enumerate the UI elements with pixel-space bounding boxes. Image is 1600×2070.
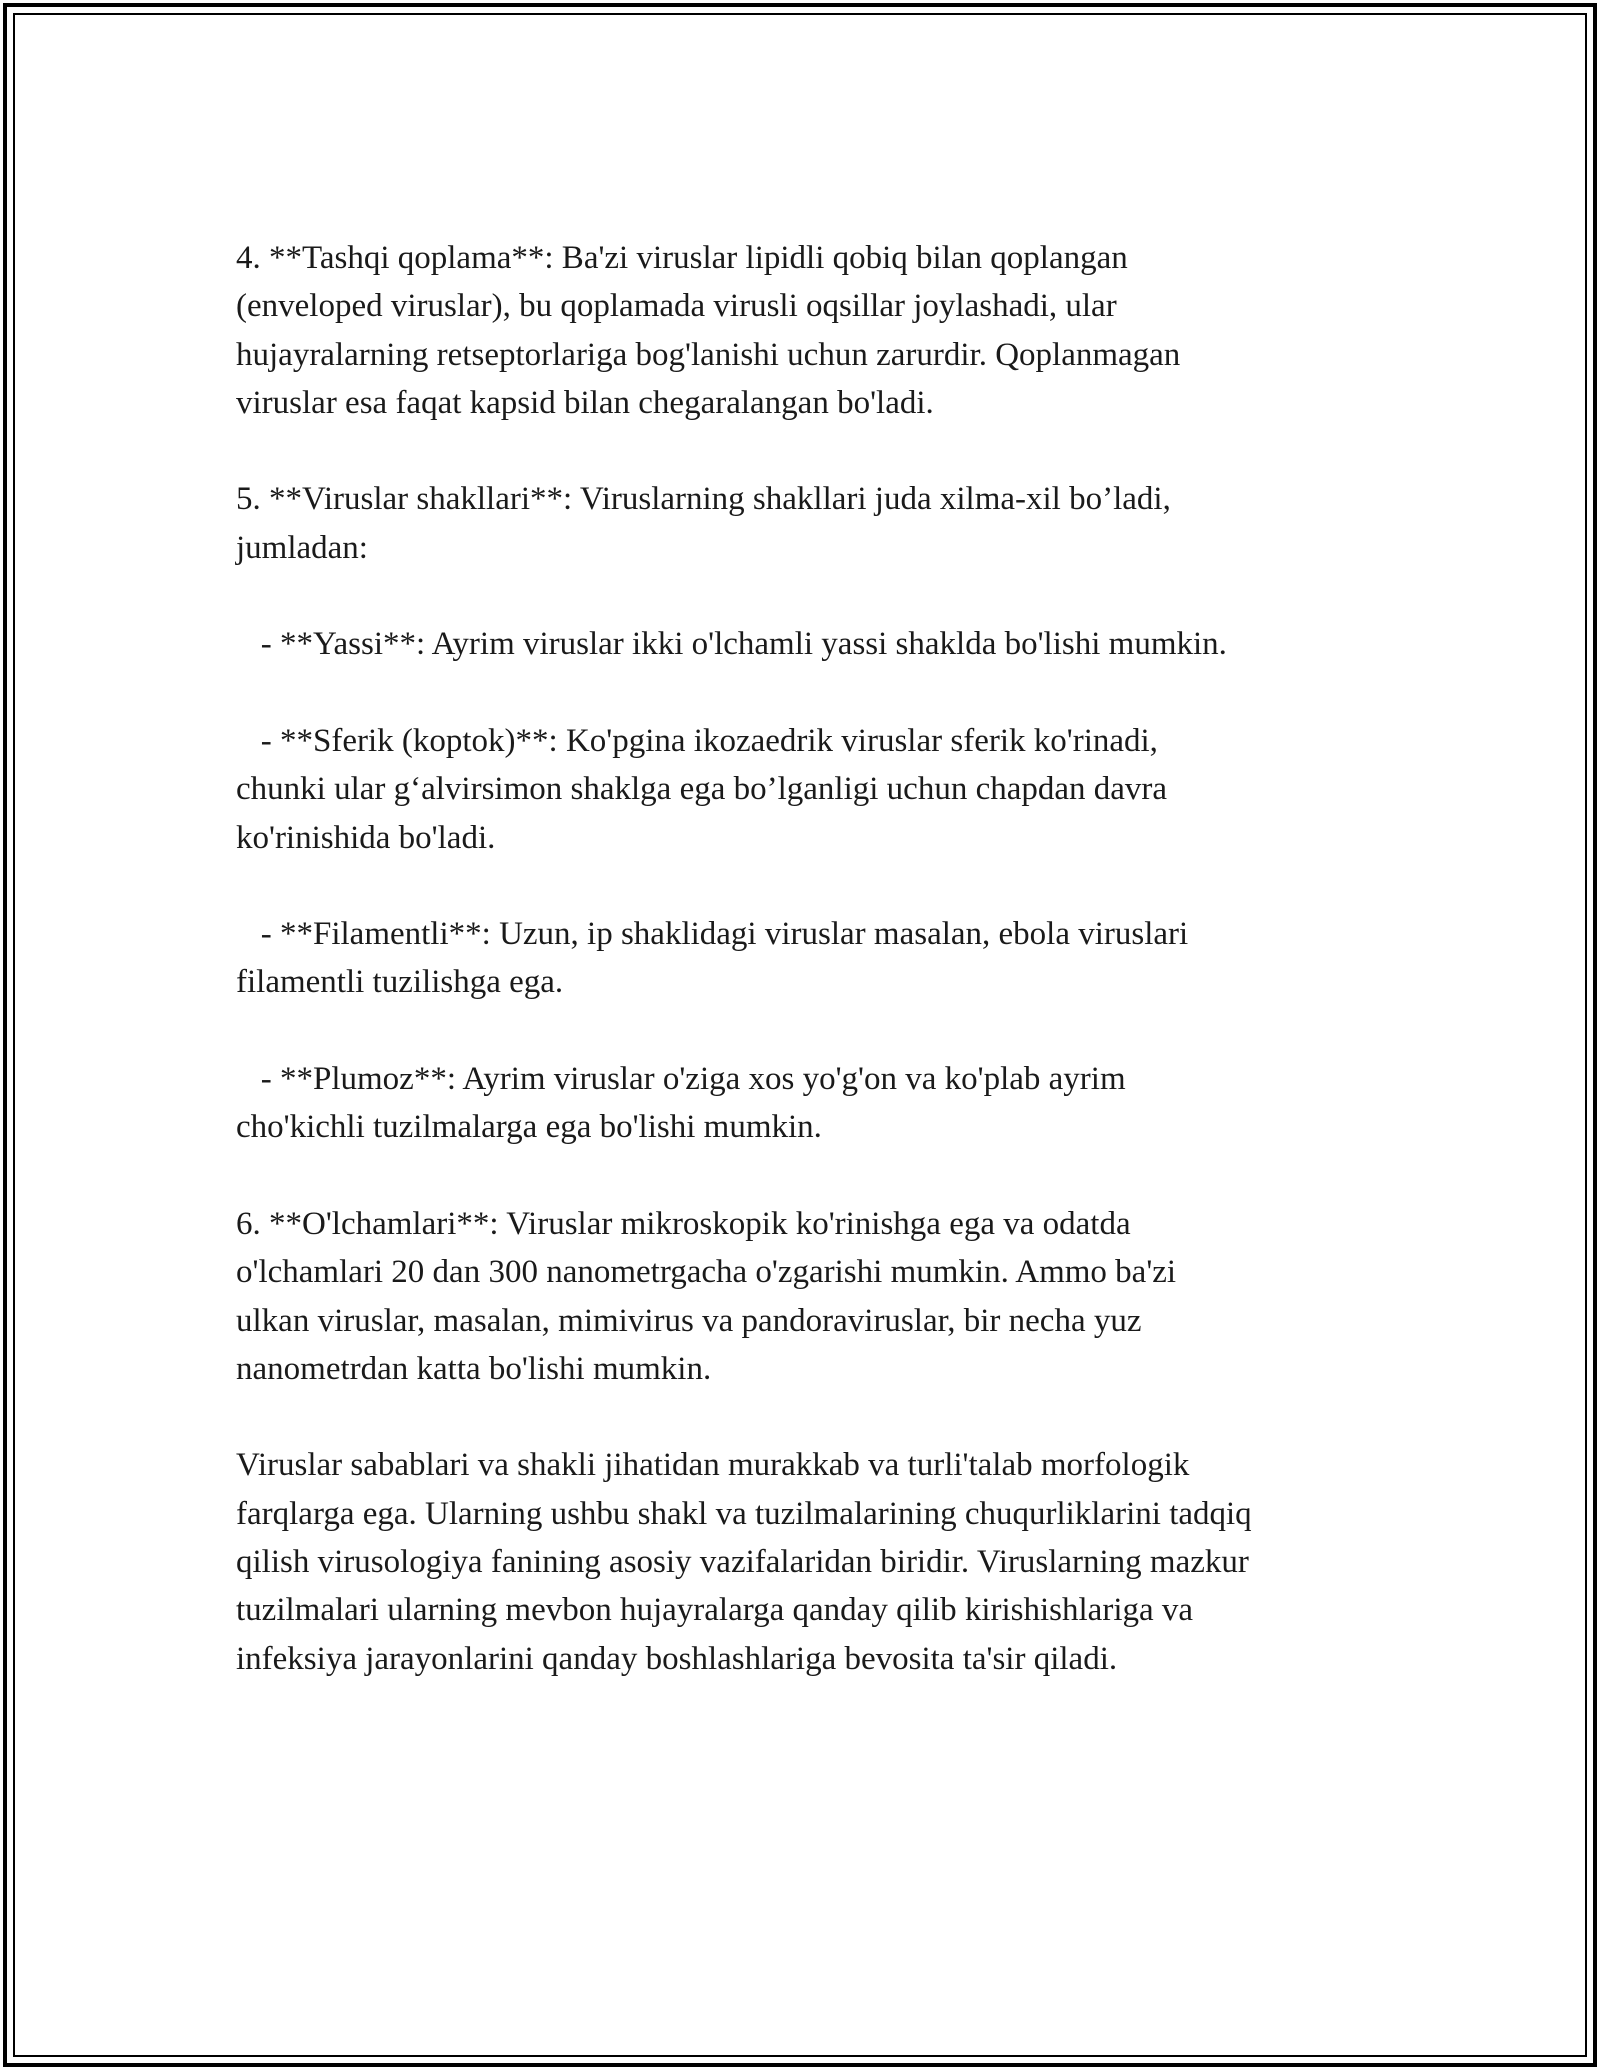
paragraph-outer-envelope: 4. **Tashqi qoplama**: Ba'zi viruslar lipidli qobiq bilan qoplangan (enveloped viruslar), bu qoplamada virusli oqsillar joylashadi, ular hujayralarning retseptorlariga bog'lanishi uchun zarurdir. Qoplanmagan viruslar esa faqat kapsid bilan chegaralangan bo'ladi. — [236, 240, 1181, 421]
list-item-flat: - **Yassi**: Ayrim viruslar ikki o'lchamli yassi shaklda bo'lishi mumkin. — [236, 626, 1227, 663]
paragraph-virus-shapes: 5. **Viruslar shakllari**: Viruslarning shakllari juda xilma-xil bo’ladi, jumladan: — [236, 481, 1171, 566]
list-item-spherical: - **Sferik (koptok)**: Ko'pgina ikozaedrik viruslar sferik ko'rinadi, chunki ular g‘alvirsimon shaklga ega bo’lganligi uchun chapdan davra ko'rinishida bo'ladi. — [236, 722, 1168, 856]
list-item-plumose: - **Plumoz**: Ayrim viruslar o'ziga xos yo'g'on va ko'plab ayrim cho'kichli tuzilmalarga ega bo'lishi mumkin. — [236, 1061, 1126, 1146]
list-item-filamentous: - **Filamentli**: Uzun, ip shaklidagi viruslar masalan, ebola viruslari filamentli tuzilishga ega. — [236, 916, 1189, 1001]
paragraph-sizes: 6. **O'lchamlari**: Viruslar mikroskopik ko'rinishga ega va odatda o'lchamlari 20 dan 300 nanometrgacha o'zgarishi mumkin. Ammo ba'zi ulkan viruslar, masalan, mimivirus va pandoraviruslar, bir necha yuz nanometrdan katta bo'lishi mumkin. — [236, 1205, 1177, 1387]
document-body — [236, 234, 1386, 1683]
paragraph-conclusion: Viruslar sabablari va shakli jihatidan murakkab va turli'talab morfologik farqlarga ega. Ularning ushbu shakl va tuzilmalarining chuqurliklarini tadqiq qilish virusologiya fanining asosiy vazifalaridan biridir. Viruslarning mazkur tuzilmalari ularning mevbon hujayralarga qanday qilib kirishishlariga va infeksiya jarayonlarini qanday boshlashlariga bevosita ta'sir qiladi. — [236, 1447, 1252, 1677]
